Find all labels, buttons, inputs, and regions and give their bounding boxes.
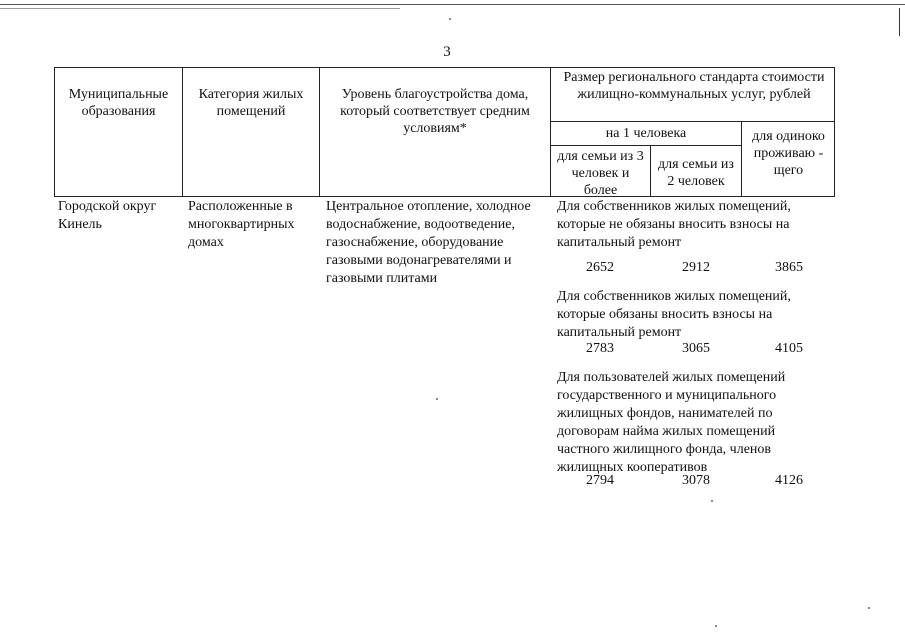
scan-speck [711,500,713,502]
value-single: 3865 [775,260,803,275]
value-family-2: 3065 [682,341,710,356]
scan-speck [436,398,438,400]
value-family-3: 2783 [586,341,614,356]
header-category: Категория жилых помещений [198,87,304,119]
row-category: Расположенные в многоквартирных домах [188,199,295,250]
row-amenity-level: Центральное отопление, холодное водоснабжение, водоотведение, газоснабжение, оборудование газовыми водонагревателями и газовыми плитами [326,199,531,286]
scan-speck [868,607,870,609]
header-family-2: для семьи из 2 человек [658,157,734,189]
value-family-3: 2652 [586,260,614,275]
group-label-tenants: Для пользователей жилых помещений государственного и муниципального жилищных фондов, нанимателей по договорам найма жилых помещений частного жилищного фонда, членов жилищных кооперативов [557,370,786,475]
value-family-3: 2794 [586,473,614,488]
scan-speck [715,625,717,627]
header-family-3: для семьи из 3 человек и более [557,149,644,198]
group-label-no-capital-repair: Для собственников жилых помещений, которые не обязаны вносить взносы на капитальный ремонт [557,199,791,250]
header-municipality: Муниципальные образования [68,87,169,119]
group-label-capital-repair: Для собственников жилых помещений, которые обязаны вносить взносы на капитальный ремонт [557,289,791,340]
header-per-person: на 1 человека [605,126,687,141]
scan-speck [449,18,451,20]
page-number: 3 [443,44,451,60]
header-amenity-level: Уровень благоустройства дома, который соответствует средним условиям* [340,87,530,136]
header-single: для одиноко проживаю - щего [752,129,825,178]
header-standard-title: Размер регионального стандарта стоимости жилищно-коммунальных услуг, рублей [563,70,825,102]
value-family-2: 2912 [682,260,710,275]
value-single: 4105 [775,341,803,356]
value-family-2: 3078 [682,473,710,488]
row-municipality: Городской округ Кинель [58,199,157,232]
value-single: 4126 [775,473,803,488]
